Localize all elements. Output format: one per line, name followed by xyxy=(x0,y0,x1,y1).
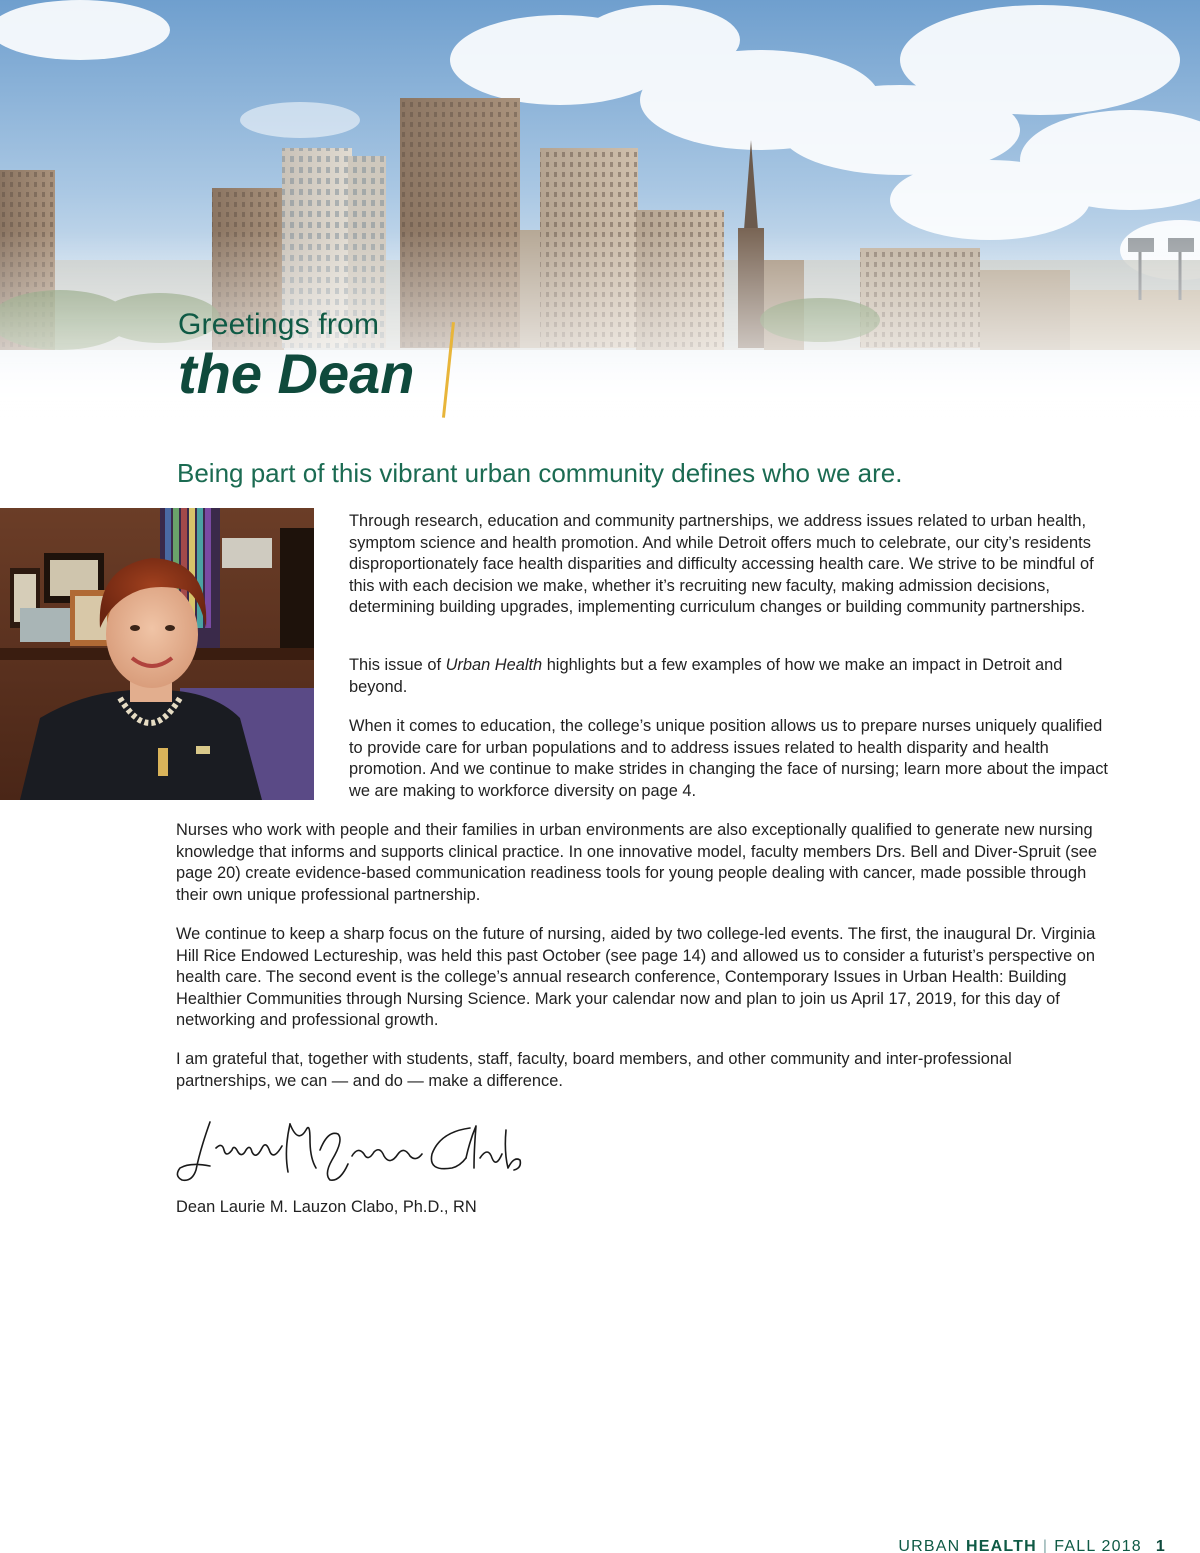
footer-brand-urban: URBAN xyxy=(898,1538,967,1553)
dean-signature xyxy=(170,1110,530,1190)
page-footer xyxy=(898,1538,1166,1553)
footer-issue: FALL 2018 xyxy=(1054,1538,1142,1553)
paragraph-6: I am grateful that, together with students, staff, faculty, board members, and other community and inter-professional partnerships, we can — and do — make a difference. xyxy=(176,1050,1012,1090)
subheading: Being part of this vibrant urban community defines who we are. xyxy=(177,458,903,488)
page-heading xyxy=(178,308,415,404)
paragraph-2 xyxy=(349,655,1109,698)
paragraph-1: Through research, education and community partnerships, we address issues related to urban health, symptom science and health promotion. And while Detroit offers much to celebrate, our city’s residents disproportionately face health disparities and difficulty accessing health care. We strive to be mindful of this with each decision we make, whether it’s recruiting new faculty, making admission decisions, determining building upgrades, implementing curriculum changes or building community partnerships. xyxy=(349,512,1094,617)
paragraph-4: Nurses who work with people and their families in urban environments are also exceptionally qualified to generate new nursing knowledge that informs and supports clinical practice. In one innovative model, faculty members Drs. Bell and Diver-Spruit (see page 20) create evidence-based communication readiness tools for young people dealing with cancer, made possible through their own unique professional partnership. xyxy=(176,821,1098,904)
paragraph-2-rest: highlights but a few examples of how we make an impact in Detroit and beyond. xyxy=(349,656,1063,696)
signature-name-line: Dean Laurie M. Lauzon Clabo, Ph.D., RN xyxy=(176,1198,477,1216)
footer-brand-health: HEALTH xyxy=(966,1538,1037,1553)
heading-line-1: Greetings from xyxy=(178,308,380,341)
paragraph-5: We continue to keep a sharp focus on the future of nursing, aided by two college-led events. The first, the inaugural Dr. Virginia Hill Rice Endowed Lectureship, was held this past October (see page 14) and allowed us to consider a futurist’s perspective on health care. The second event is the college’s annual research conference, Contemporary Issues in Urban Health: Building Healthier Communities through Nursing Science. Mark your calendar now and plan to join us April 17, 2019, for this day of networking and professional growth. xyxy=(176,925,1096,1030)
paragraph-2-intro: This issue of xyxy=(349,656,446,674)
paragraph-3: When it comes to education, the college’s unique position allows us to prepare nurses uniquely qualified to provide care for urban populations and to address issues related to health disparity and health promotion. And we continue to make strides in changing the face of nursing; learn more about the impact we are making to workforce diversity on page 4. xyxy=(349,717,1108,800)
footer-separator: | xyxy=(1042,1538,1049,1553)
dean-portrait-photo xyxy=(0,508,314,800)
publication-title: Urban Health xyxy=(445,656,543,674)
heading-line-2: the Dean xyxy=(178,342,415,405)
page-number: 1 xyxy=(1155,1538,1166,1553)
